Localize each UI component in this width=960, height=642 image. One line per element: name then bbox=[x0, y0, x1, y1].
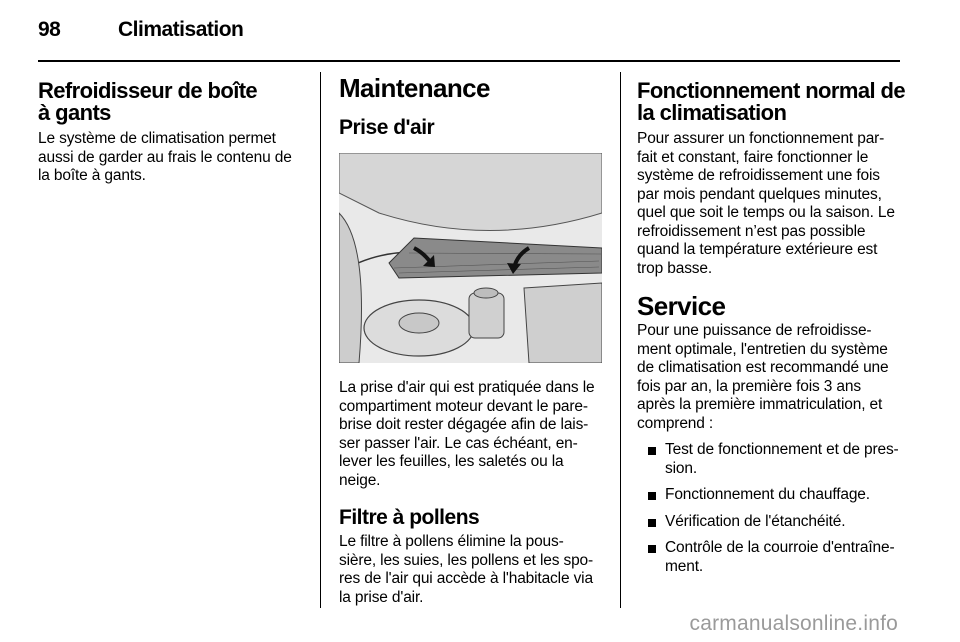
column-divider-2 bbox=[620, 72, 621, 608]
filtre-text-line: sière, les suies, les pollens et les spo- bbox=[339, 551, 594, 569]
list-item bbox=[637, 539, 907, 576]
filtre-text-line: res de l'air qui accède à l'habitacle via bbox=[339, 570, 593, 587]
bullet-square bbox=[648, 545, 656, 553]
service-text-line: ment optimale, l'entretien du système bbox=[637, 340, 888, 358]
filtre-pollens-heading: Filtre à pollens bbox=[339, 506, 480, 529]
bullet-line: Fonctionnement du chauffage. bbox=[665, 486, 870, 503]
fonctionnement-text-line: Pour assurer un fonctionnement par- bbox=[637, 130, 885, 147]
service-text-line: Pour une puissance de refroidisse- bbox=[637, 322, 872, 339]
prise-air-text-line: neige. bbox=[339, 471, 381, 489]
bullet-line: sion. bbox=[665, 459, 697, 477]
left-body-line: aussi de garder au frais le contenu de bbox=[38, 148, 292, 166]
fonctionnement-text-line: fait et constant, faire fonctionner le bbox=[637, 148, 869, 166]
filtre-text-line: la prise d'air. bbox=[339, 588, 424, 606]
left-column bbox=[38, 80, 310, 186]
column-divider-1 bbox=[320, 72, 321, 608]
bullet-square bbox=[648, 519, 656, 527]
bullet-line: Contrôle de la courroie d'entraîne- bbox=[665, 539, 895, 556]
page-number: 98 bbox=[38, 18, 61, 41]
left-heading-line2: à gants bbox=[38, 100, 111, 125]
prise-air-text-line: La prise d'air qui est pratiquée dans le bbox=[339, 379, 595, 396]
list-item bbox=[637, 513, 907, 532]
fonctionnement-text-line: trop basse. bbox=[637, 259, 713, 277]
middle-column bbox=[339, 74, 609, 607]
prise-air-text-line: lever les feuilles, les saletés ou la bbox=[339, 453, 564, 470]
fonctionnement-text-line: système de refroidissement une fois bbox=[637, 167, 880, 184]
prise-air-text-line: ser passer l'air. Le cas échéant, en- bbox=[339, 434, 578, 452]
left-heading-line1: Refroidisseur de boîte bbox=[38, 78, 258, 103]
bullet-line: ment. bbox=[665, 557, 704, 575]
prise-air-text-line: compartiment moteur devant le pare- bbox=[339, 397, 588, 415]
maintenance-heading: Maintenance bbox=[339, 73, 490, 103]
bullet-square bbox=[648, 492, 656, 500]
section-title: Climatisation bbox=[118, 18, 244, 41]
service-heading: Service bbox=[637, 291, 726, 321]
service-text-line: fois par an, la première fois 3 ans bbox=[637, 377, 861, 395]
prise-air-heading: Prise d'air bbox=[339, 116, 435, 139]
bullet-line: Vérification de l'étanchéité. bbox=[665, 512, 846, 530]
bullet-square bbox=[648, 447, 656, 455]
bullet-line: Test de fonctionnement et de pres- bbox=[665, 441, 899, 458]
fonctionnement-text-line: refroidissement n’est pas possible bbox=[637, 222, 866, 240]
fonctionnement-heading-line1: Fonctionnement normal de bbox=[637, 78, 905, 103]
right-column bbox=[637, 80, 907, 576]
fonctionnement-heading-line2: la climatisation bbox=[637, 100, 787, 125]
service-text-line: de climatisation est recommandé une bbox=[637, 359, 889, 376]
fonctionnement-text-line: par mois pendant quelques minutes, bbox=[637, 185, 882, 203]
watermark: carmanualsonline.info bbox=[689, 612, 898, 635]
fonctionnement-text-line: quand la température extérieure est bbox=[637, 241, 878, 258]
fonctionnement-text-line: quel que soit le temps ou la saison. Le bbox=[637, 204, 895, 221]
list-item bbox=[637, 441, 907, 478]
filtre-text-line: Le filtre à pollens élimine la pous- bbox=[339, 533, 564, 550]
header-rule bbox=[38, 60, 900, 62]
engine-bay-illustration bbox=[339, 153, 602, 363]
left-body-line: Le système de climatisation permet bbox=[38, 130, 276, 147]
engine-bay-drawing bbox=[339, 153, 602, 363]
service-text-line: après la première immatriculation, et bbox=[637, 396, 883, 413]
left-body-line: la boîte à gants. bbox=[38, 167, 146, 184]
service-text-line: comprend : bbox=[637, 414, 714, 432]
list-item bbox=[637, 486, 907, 505]
prise-air-text-line: brise doit rester dégagée afin de lais- bbox=[339, 416, 589, 433]
